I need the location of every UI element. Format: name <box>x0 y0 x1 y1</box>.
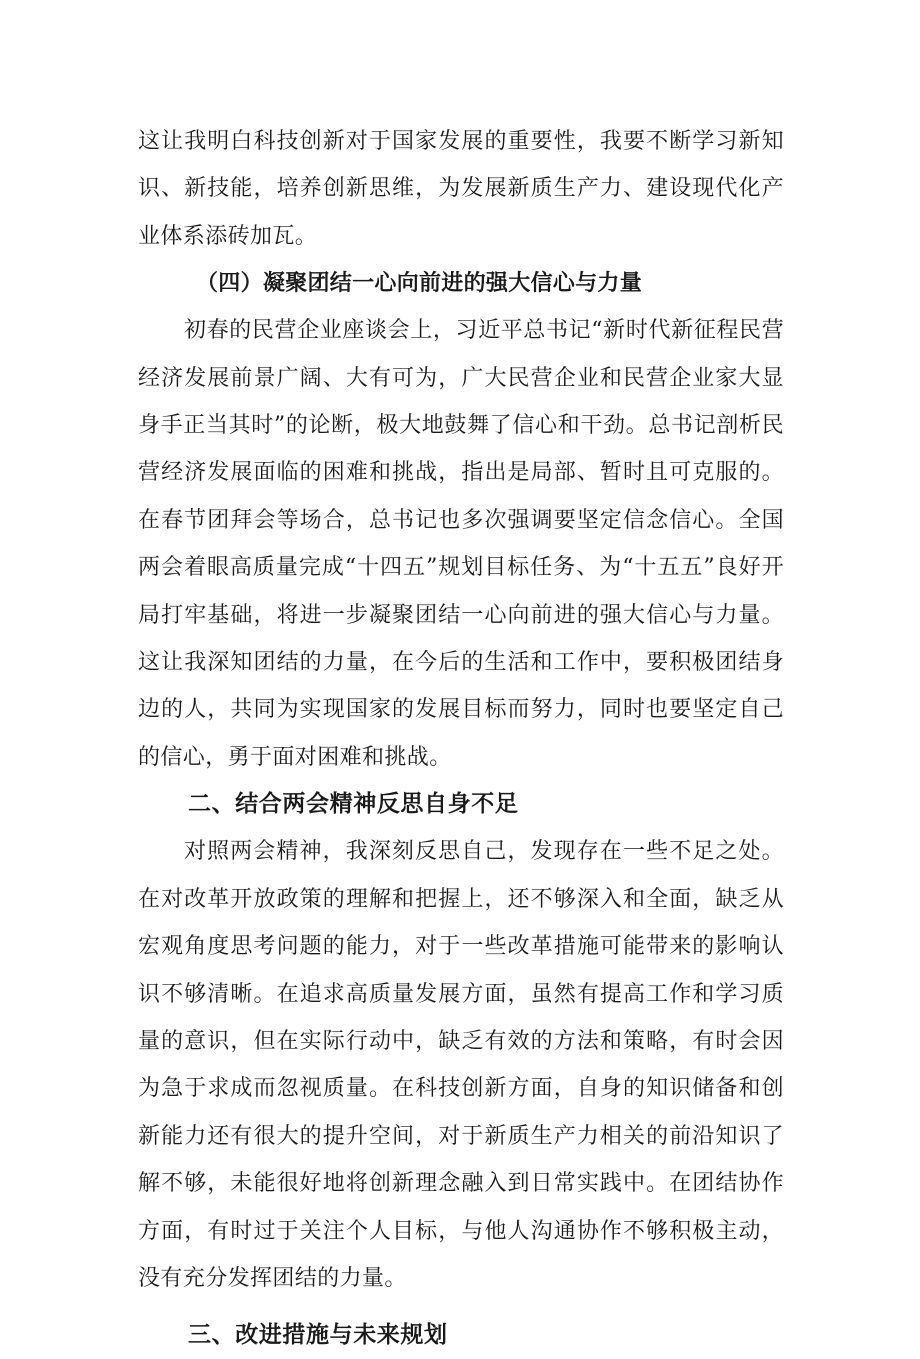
part-2-paragraph: 对照两会精神，我深刻反思自己，发现存在一些不足之处。在对改革开放政策的理解和把握上，还不够深入和全面，缺乏从宏观角度思考问题的能力，对于一些改革措施可能带来的影响认识不够清晰。在追求高质量发展方面，虽然有提高工作和学习质量的意识，但在实际行动中，缺乏有效的方法和策略，有时会因为急于求成而忽视质量。在科技创新方面，自身的知识储备和创新能力还有很大的提升空间，对于新质生产力相关的前沿知识了解不够，未能很好地将创新理念融入到日常实践中。在团结协作方面，有时过于关注个人目标，与他人沟通协作不够积极主动，没有充分发挥团结的力量。 <box>138 839 784 1291</box>
section-4-heading: （四）凝聚团结一心向前进的强大信心与力量 <box>196 271 643 297</box>
document-page <box>138 118 784 1359</box>
section-4-paragraph: 初春的民营企业座谈会上，习近平总书记“新时代新征程民营经济发展前景广阔、大有可为，广大民营企业和民营企业家大显身手正当其时”的论断，极大地鼓舞了信心和干劲。总书记剖析民营经济发展面临的困难和挑战，指出是局部、暂时且可克服的。在春节团拜会等场合，总书记也多次强调要坚定信念信心。全国两会着眼高质量完成“十四五”规划目标任务、为“十五五”良好开局打牢基础，将进一步凝聚团结一心向前进的强大信心与力量。这让我深知团结的力量，在今后的生活和工作中，要积极团结身边的人，共同为实现国家的发展目标而努力，同时也要坚定自己的信心，勇于面对困难和挑战。 <box>138 318 784 770</box>
part-3-heading: 三、改进措施与未来规划 <box>188 1322 448 1349</box>
part-2-heading: 二、结合两会精神反思自身不足 <box>188 791 519 818</box>
intro-paragraph: 这让我明白科技创新对于国家发展的重要性，我要不断学习新知识、新技能，培养创新思维，为发展新质生产力、建设现代化产业体系添砖加瓦。 <box>138 129 784 249</box>
